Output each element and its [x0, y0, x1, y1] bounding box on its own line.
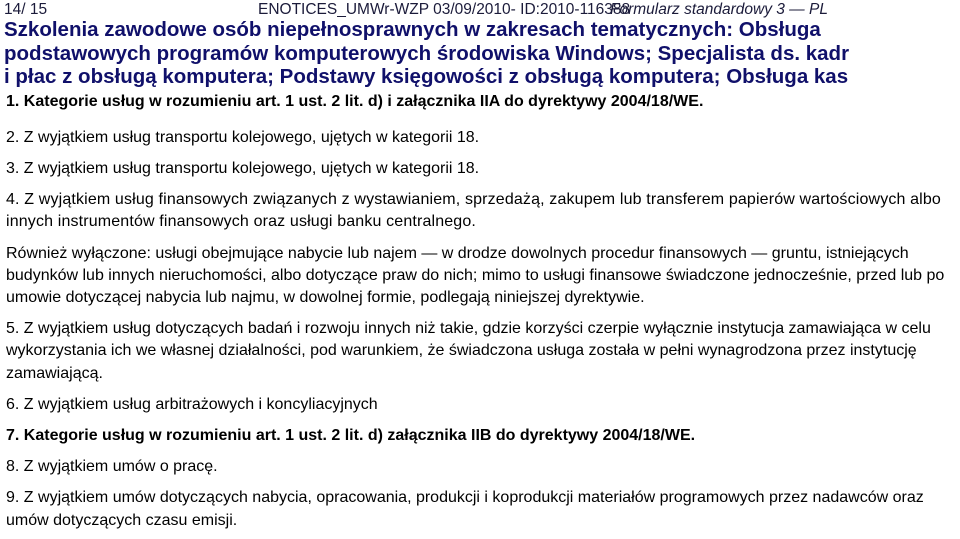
- paragraph-item-3: 3. Z wyjątkiem usług transportu kolejowego, ujętych w kategorii 18.: [6, 159, 480, 177]
- paragraph-item-8: 8. Z wyjątkiem umów o pracę.: [6, 458, 218, 476]
- paragraph-item-9: 9. Z wyjątkiem umów dotyczących nabycia, opracowania, produkcji i koprodukcji materiałów programowych przez nadawców oraz umów dotyczących czasu emisji.: [6, 489, 924, 529]
- paragraph-category-iib: 7. Kategorie usług w rozumieniu art. 1 ust. 2 lit. d) załącznika IIB do dyrektywy 2004/18/WE.: [6, 426, 696, 444]
- page-number: 14/ 15: [4, 1, 48, 18]
- document-body: [6, 91, 956, 532]
- title-line-3: i płac z obsługą komputera; Podstawy księgowości z obsługą komputera; Obsługa kas: [4, 65, 849, 88]
- form-name: Formularz standardowy 3 — PL: [610, 1, 828, 18]
- title-line-1: Szkolenia zawodowe osób niepełnosprawnych w zakresach tematycznych: Obsługa: [4, 18, 821, 41]
- paragraph-category-iia: 1. Kategorie usług w rozumieniu art. 1 ust. 2 lit. d) i załącznika IIA do dyrektywy 2004/18/WE.: [6, 93, 704, 110]
- document-reference: ENOTICES_UMWr-WZP 03/09/2010- ID:2010-116388: [258, 1, 631, 18]
- paragraph-also-excluded: Również wyłączone: usługi obejmujące nabycie lub najem — w drodze dowolnych procedur finansowych — gruntu, istniejących budynków lub innych nieruchomości, albo dotyczące praw do nich; mimo to usługi finansowe świadczone jednocześnie, przed lub po umowie dotyczącej nabycia lub najmu, w dowolnej formie, podlegają niniejszej dyrektywie.: [6, 244, 945, 306]
- paragraph-item-5: 5. Z wyjątkiem usług dotyczących badań i rozwoju innych niż takie, gdzie korzyści czerpie wyłącznie instytucja zamawiająca w celu wykorzystania ich we własnej działalności, pod warunkiem, że świadczona usługa została w pełni wynagrodzona przez instytucję zamawiającą.: [6, 320, 931, 382]
- title-line-2: podstawowych programów komputerowych środowiska Windows; Specjalista ds. kadr: [4, 41, 850, 65]
- paragraph-item-4: 4. Z wyjątkiem usług finansowych związanych z wystawianiem, sprzedażą, zakupem lub transferem papierów wartościowych albo innych instrumentów finansowych oraz usługi banku centralnego.: [6, 191, 941, 231]
- paragraph-item-2: 2. Z wyjątkiem usług transportu kolejowego, ujętych w kategorii 18.: [6, 128, 480, 146]
- paragraph-item-6: 6. Z wyjątkiem usług arbitrażowych i koncyliacyjnych: [6, 395, 378, 413]
- document-title: [4, 18, 958, 93]
